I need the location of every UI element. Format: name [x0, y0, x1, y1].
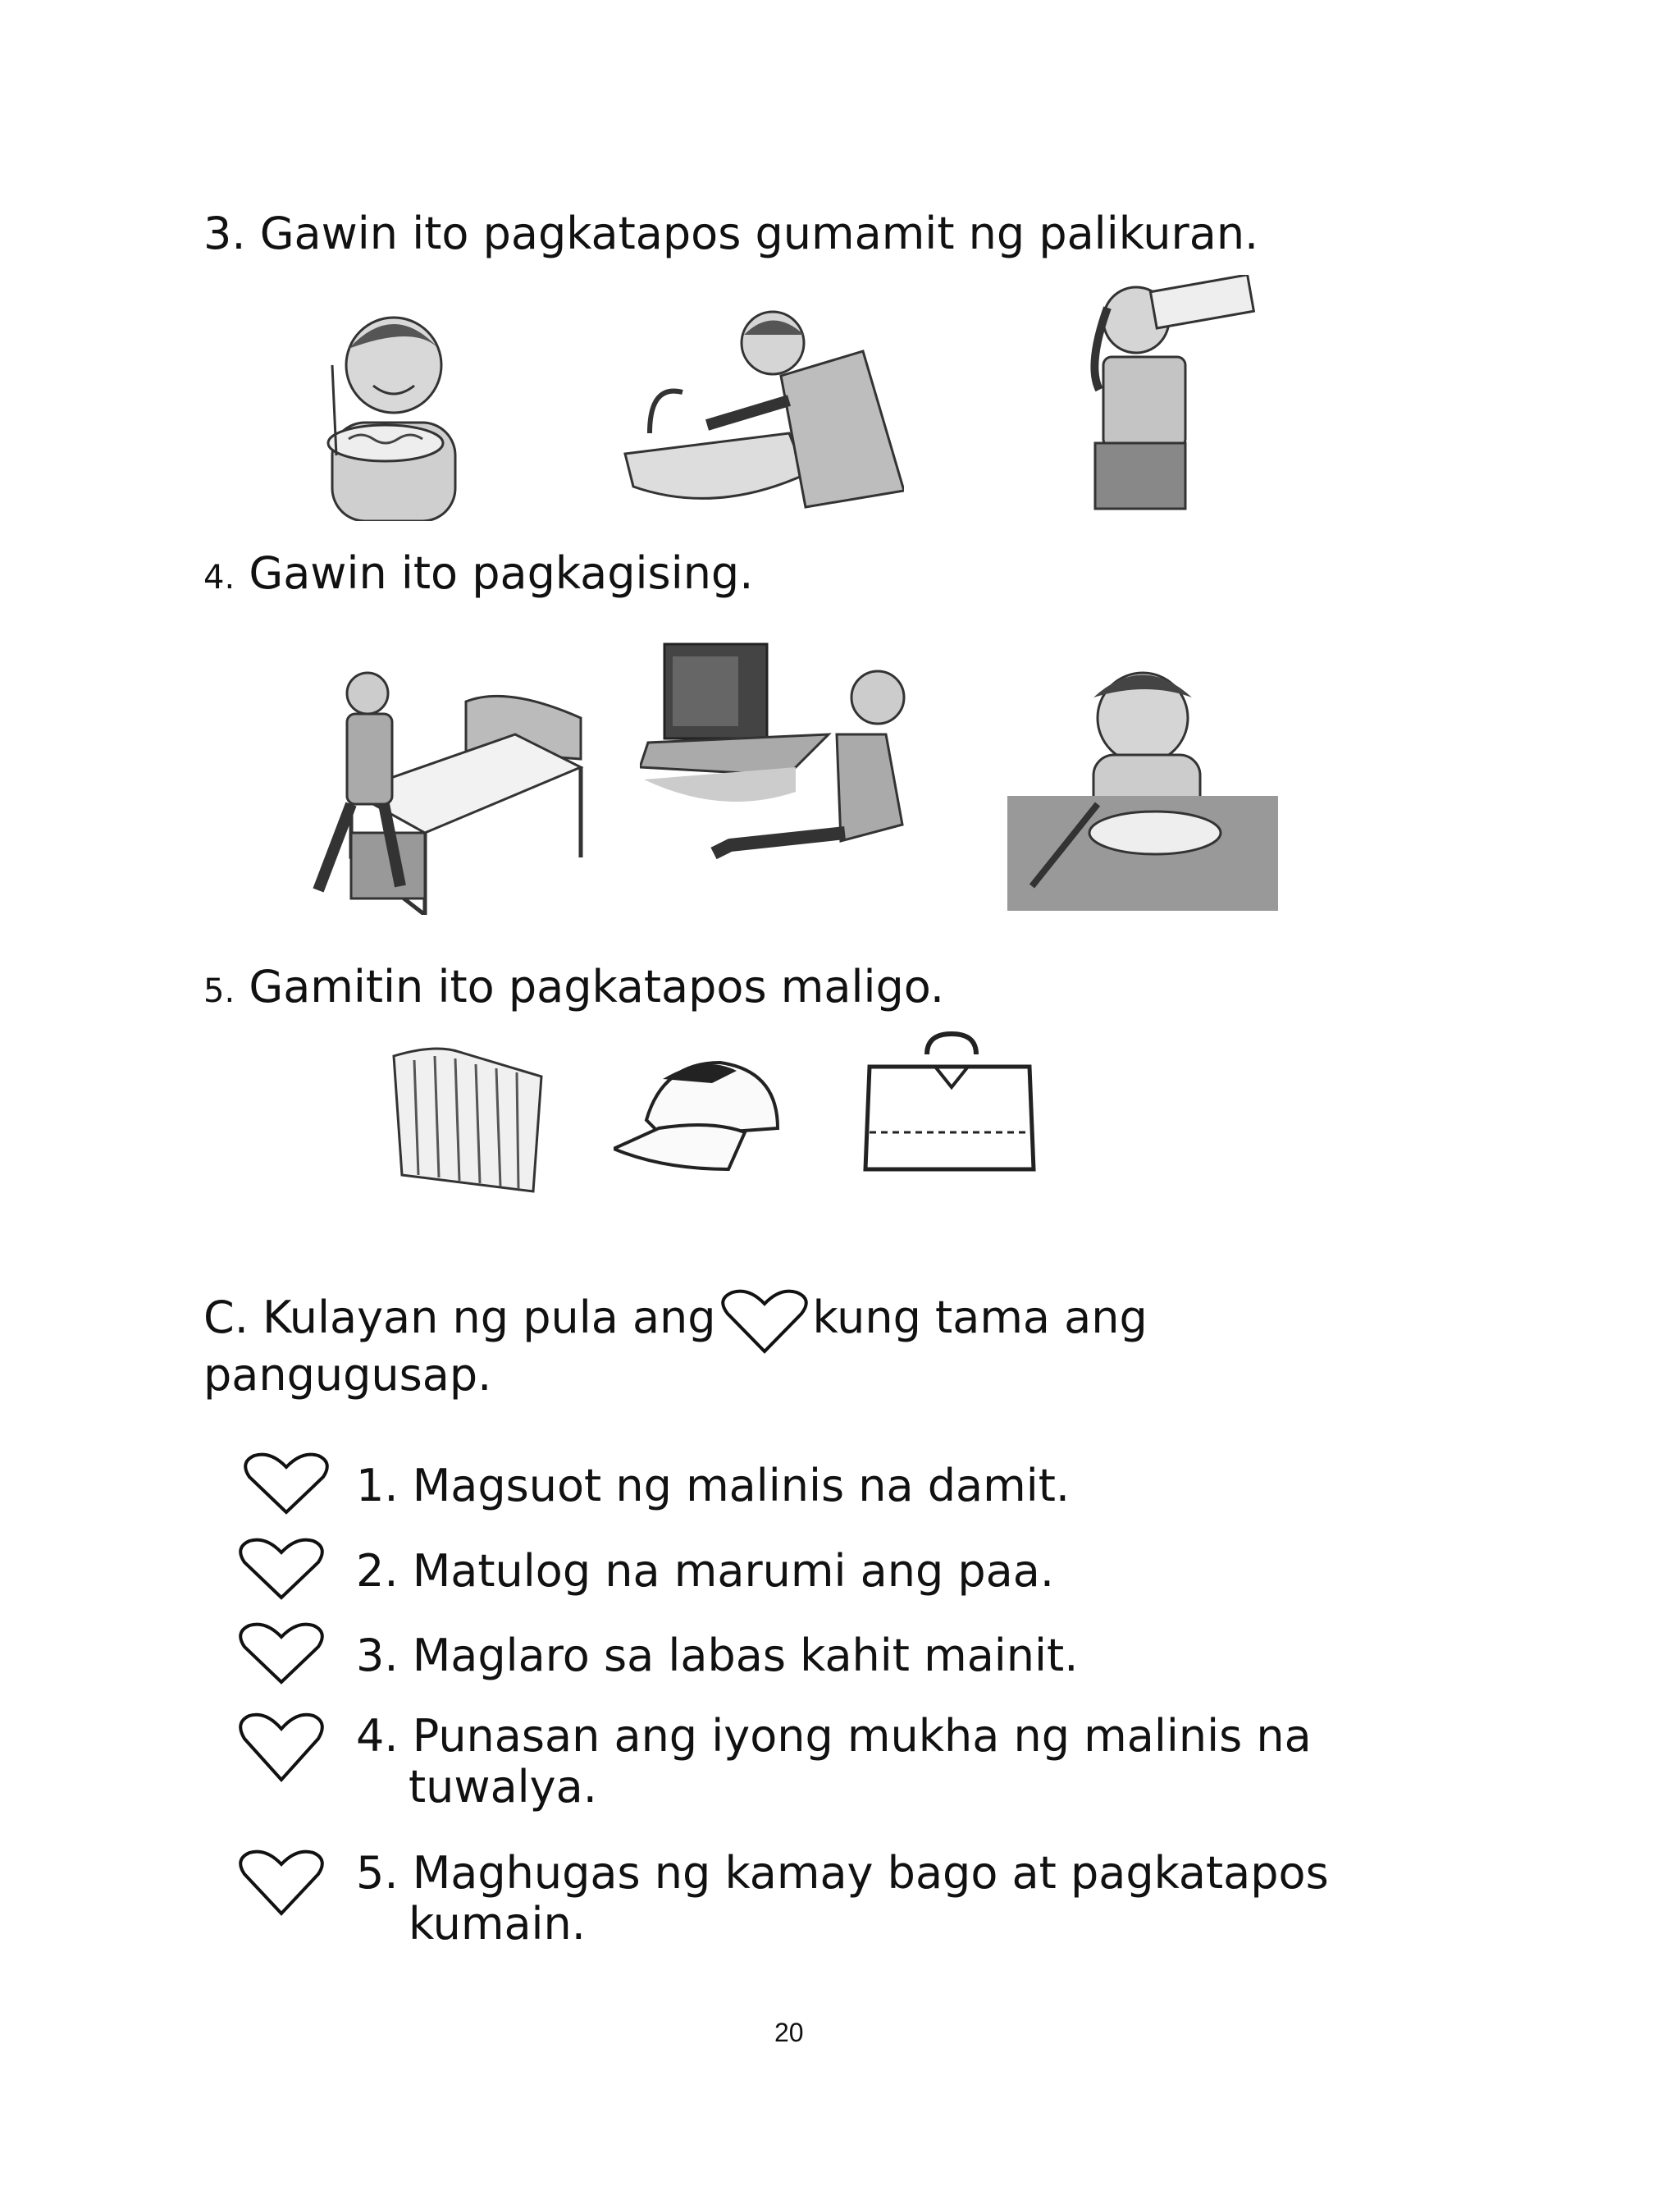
item-number: 3.	[356, 1630, 399, 1681]
item-text: Maghugas ng kamay bago at pagkatapos	[412, 1847, 1329, 1899]
question-number: 4.	[203, 559, 235, 597]
picture-cap[interactable]	[614, 1054, 782, 1173]
question-number: 3.	[203, 208, 246, 259]
instruction-before: Kulayan ng pula ang	[262, 1292, 716, 1343]
picture-boy-washing-hands[interactable]	[617, 310, 904, 515]
section-label: C.	[203, 1292, 249, 1343]
item-number: 5.	[356, 1847, 399, 1899]
picture-boy-eating[interactable]	[299, 299, 488, 521]
section-c-instruction-line2: pangugusap.	[203, 1349, 492, 1401]
heart-checkbox-icon[interactable]	[235, 1536, 329, 1605]
item-text: Magsuot ng malinis na damit.	[412, 1460, 1071, 1511]
page-number: 20	[774, 2018, 804, 2047]
item-number: 4.	[356, 1710, 399, 1762]
question-text: Gawin ito pagkagising.	[249, 547, 754, 599]
heart-checkbox-icon[interactable]	[235, 1848, 329, 1921]
question-text: Gawin ito pagkatapos gumamit ng palikuran.	[259, 208, 1259, 259]
heart-checkbox-icon[interactable]	[240, 1451, 334, 1520]
section-c-instruction	[203, 1291, 1148, 1345]
item-text: Punasan ang iyong mukha ng malinis na	[412, 1710, 1312, 1762]
picture-bag[interactable]	[857, 1030, 1042, 1177]
picture-girl-eating-chicken[interactable]	[1007, 656, 1278, 911]
item-number: 2.	[356, 1545, 399, 1597]
picture-towel[interactable]	[377, 1044, 550, 1200]
heart-icon	[716, 1296, 813, 1345]
picture-boy-watching-tv[interactable]	[640, 636, 919, 874]
heart-checkbox-icon[interactable]	[235, 1711, 329, 1788]
item-text: Maglaro sa labas kahit mainit.	[398, 1630, 1079, 1681]
question-3	[203, 207, 1258, 261]
item-text-continued: kumain.	[409, 1898, 586, 1950]
question-text: Gamitin ito pagkatapos maligo.	[249, 961, 944, 1013]
item-text-continued: tuwalya.	[409, 1761, 597, 1813]
question-5	[203, 960, 944, 1018]
question-number: 5.	[203, 972, 235, 1010]
picture-boy-making-bed[interactable]	[302, 669, 585, 915]
picture-girl-drinking[interactable]	[1062, 275, 1259, 513]
item-text: Matulog na marumi ang paa.	[412, 1545, 1055, 1597]
question-4	[203, 546, 753, 605]
heart-checkbox-icon[interactable]	[235, 1621, 329, 1689]
item-number: 1.	[356, 1460, 399, 1511]
instruction-after: kung tama ang	[812, 1292, 1148, 1343]
